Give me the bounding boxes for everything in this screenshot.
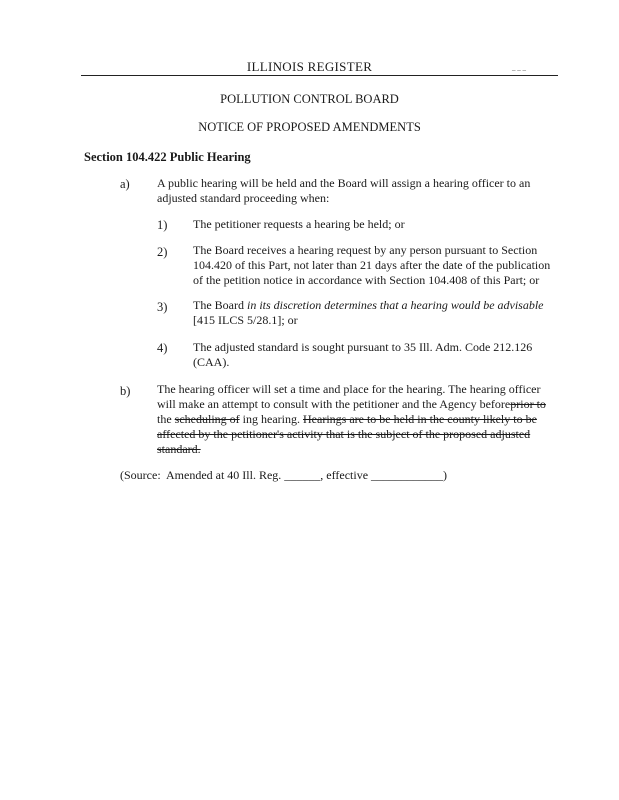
subsection-b-start: The hearing officer will set a time and place for the hearing. The hearing officer will make an attempt to consult with the petitioner and the Agency bbox=[157, 382, 541, 411]
source-note: (Source: Amended at 40 Ill. Reg. ______, effective ____________) bbox=[120, 468, 448, 482]
item-2-label: 2) bbox=[157, 245, 168, 259]
item-4-label: 4) bbox=[157, 341, 168, 355]
subsection-b-mid: the bbox=[157, 412, 172, 426]
agency-name: POLLUTION CONTROL BOARD bbox=[220, 92, 399, 106]
inserted-before: before bbox=[479, 397, 511, 411]
inserted-ing: ing bbox=[242, 412, 259, 426]
section-heading: Section 104.422 Public Hearing bbox=[84, 150, 251, 164]
item-3-italic: in its discretion determines that a hearing would be advisable bbox=[246, 298, 544, 312]
subsection-a-label: a) bbox=[120, 177, 130, 191]
struck-scheduling-of: scheduling of bbox=[174, 412, 240, 426]
register-title: ILLINOIS REGISTER bbox=[246, 59, 373, 74]
subsection-b-label: b) bbox=[120, 384, 131, 398]
item-2-text: The Board receives a hearing request by any person pursuant to Section 104.420 of this Part, not later than 21 days after the date of the publication of the petition notice in accordance with Section 104.408 of this Part; or bbox=[193, 243, 551, 287]
subsection-a-text: A public hearing will be held and the Board will assign a hearing officer to an adjusted standard proceeding when: bbox=[157, 176, 531, 205]
subsection-b-end: hearing. bbox=[261, 412, 300, 426]
item-1-text: The petitioner requests a hearing be held; or bbox=[193, 217, 405, 231]
item-3-plain: The Board bbox=[193, 298, 244, 312]
notice-title: NOTICE OF PROPOSED AMENDMENTS bbox=[198, 120, 421, 134]
header-page-mark: _ _ _ bbox=[512, 64, 526, 72]
item-3-text bbox=[193, 298, 555, 328]
header-rule bbox=[81, 75, 558, 76]
item-3-citation: [415 ILCS 5/28.1]; or bbox=[193, 313, 298, 327]
struck-sentence: Hearings are to be held in the county likely to be affected by the petitioner's activity that is the subject of the proposed adjusted standard. bbox=[157, 412, 537, 456]
subsection-b-text bbox=[157, 382, 555, 457]
item-3-label: 3) bbox=[157, 300, 168, 314]
item-1-label: 1) bbox=[157, 218, 168, 232]
item-4-text: The adjusted standard is sought pursuant to 35 Ill. Adm. Code 212.126 (CAA). bbox=[193, 340, 533, 369]
struck-prior-to: prior to bbox=[510, 397, 546, 411]
